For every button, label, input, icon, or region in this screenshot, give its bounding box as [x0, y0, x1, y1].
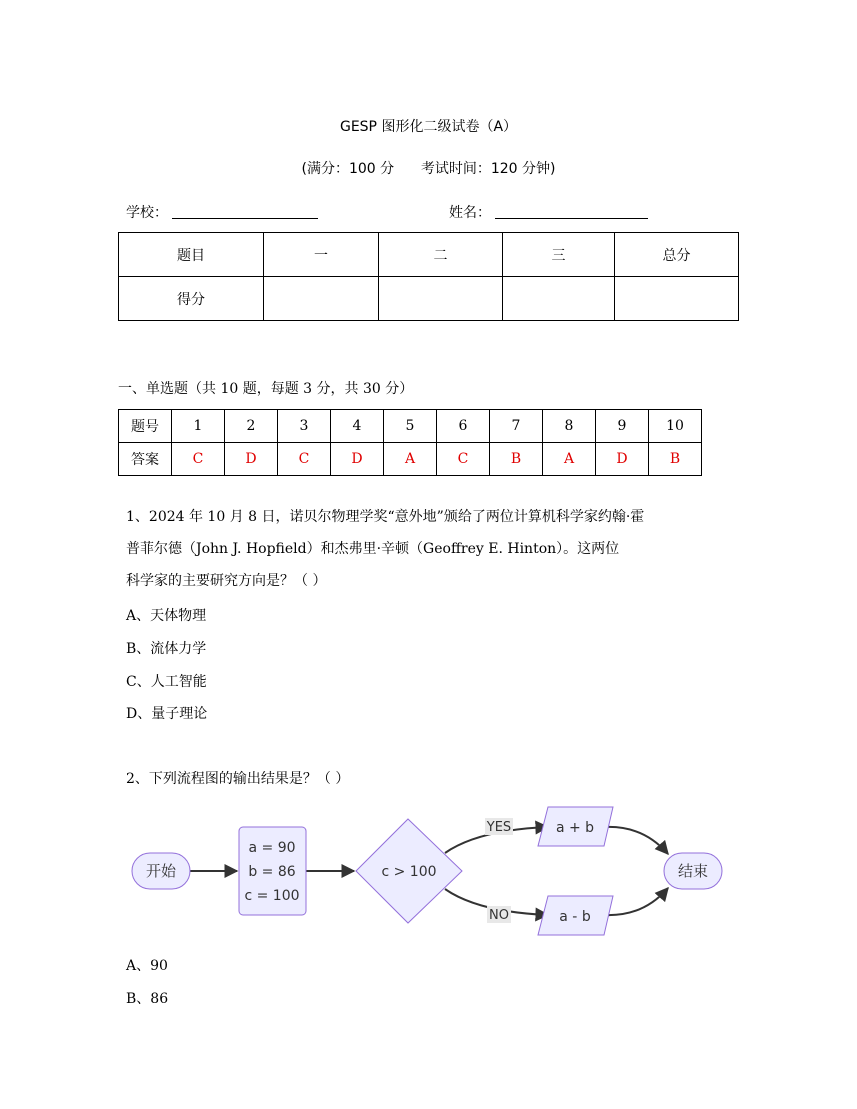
answer-cell: B [649, 443, 702, 476]
option-a[interactable]: A、天体物理 [126, 608, 207, 624]
assign-line-c: c = 100 [244, 888, 300, 904]
question-1-line-1: 1、2024 年 10 月 8 日，诺贝尔物理学奖“意外地”颁给了两位计算机科学家约翰·霍 [126, 509, 645, 525]
answer-cell: D [331, 443, 384, 476]
flowchart [118, 800, 738, 950]
answer-cell: C [278, 443, 331, 476]
page-title: GESP 图形化二级试卷（A） [339, 119, 518, 135]
name-label: 姓名： [449, 205, 491, 221]
question-1-line-2: 普菲尔德（John J. Hopfield）和杰弗里·辛顿（Geoffrey E. Hinton）。这两位 [126, 541, 620, 557]
yes-output-label: a + b [555, 820, 595, 836]
yes-label: YES [486, 820, 512, 835]
assign-line-a: a = 90 [248, 840, 296, 856]
table-cell: 8 [543, 410, 596, 443]
answer-cell: A [384, 443, 437, 476]
answer-cell: C [172, 443, 225, 476]
table-cell: 3 [278, 410, 331, 443]
table-cell: 得分 [119, 277, 264, 321]
table-cell: 题目 [119, 233, 264, 277]
table-row [119, 410, 702, 443]
score-cell[interactable] [503, 277, 615, 321]
no-output-label: a - b [559, 909, 591, 925]
school-label: 学校： [126, 205, 168, 221]
exam-info: (满分：100 分 考试时间：120 分钟) [301, 161, 556, 177]
table-row [119, 277, 739, 321]
edge-yes-end [604, 827, 668, 854]
assign-line-b: b = 86 [248, 864, 296, 880]
table-cell: 9 [596, 410, 649, 443]
table-cell: 三 [503, 233, 615, 277]
table-cell: 二 [379, 233, 503, 277]
answer-cell: B [490, 443, 543, 476]
edge-no-end [604, 888, 668, 915]
table-cell: 1 [172, 410, 225, 443]
table-cell: 6 [437, 410, 490, 443]
school-field[interactable] [172, 218, 318, 219]
section-heading: 一、单选题（共 10 题，每题 3 分，共 30 分） [118, 381, 414, 397]
condition-label: c > 100 [381, 864, 437, 880]
score-cell[interactable] [615, 277, 739, 321]
table-cell: 4 [331, 410, 384, 443]
table-row [119, 233, 739, 277]
table-row [119, 443, 702, 476]
table-cell: 10 [649, 410, 702, 443]
option-d[interactable]: D、量子理论 [126, 706, 208, 722]
table-cell: 答案 [119, 443, 172, 476]
no-label: NO [489, 908, 509, 923]
option-b[interactable]: B、流体力学 [126, 641, 207, 657]
answer-cell: C [437, 443, 490, 476]
name-field[interactable] [495, 218, 648, 219]
end-label: 结束 [677, 862, 709, 880]
table-cell: 5 [384, 410, 437, 443]
table-cell: 2 [225, 410, 278, 443]
table-cell: 7 [490, 410, 543, 443]
table-cell: 总分 [615, 233, 739, 277]
answer-table [118, 409, 702, 476]
table-cell: 一 [264, 233, 379, 277]
question-1-line-3: 科学家的主要研究方向是？（ ） [126, 573, 327, 589]
option-b[interactable]: B、86 [126, 991, 169, 1007]
start-label: 开始 [145, 862, 177, 880]
option-a[interactable]: A、90 [126, 958, 168, 974]
question-2-text: 2、下列流程图的输出结果是？（ ） [126, 771, 350, 787]
table-cell: 题号 [119, 410, 172, 443]
answer-cell: A [543, 443, 596, 476]
score-table [118, 232, 739, 321]
answer-cell: D [596, 443, 649, 476]
score-cell[interactable] [264, 277, 379, 321]
option-c[interactable]: C、人工智能 [126, 674, 207, 690]
score-cell[interactable] [379, 277, 503, 321]
answer-cell: D [225, 443, 278, 476]
